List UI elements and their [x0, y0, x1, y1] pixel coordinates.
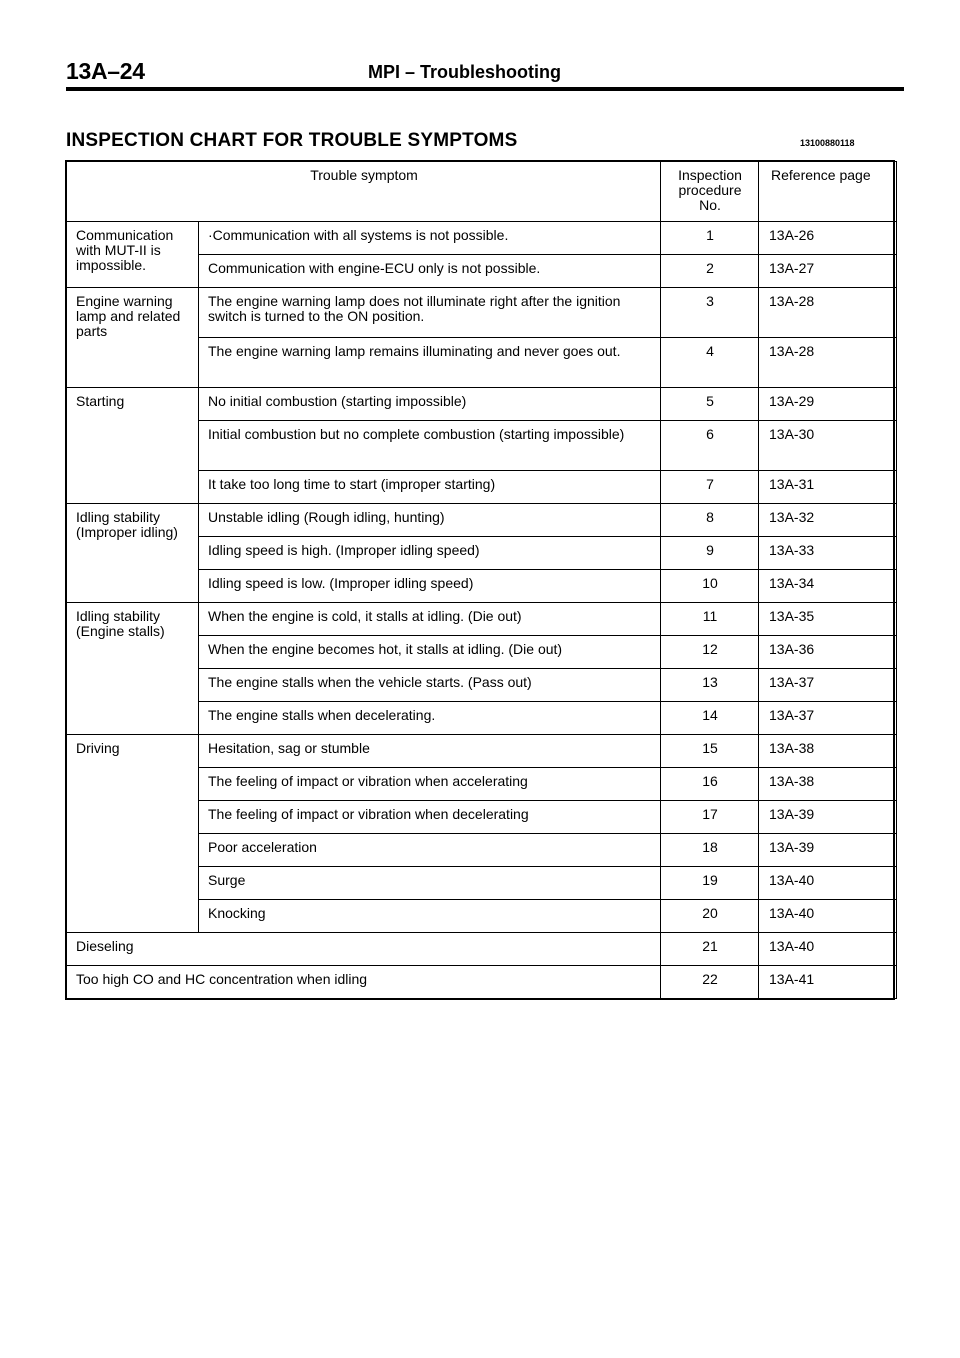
symptom-cell: Knocking	[199, 900, 661, 933]
symptom-cell: Communication with engine-ECU only is not possible.	[199, 255, 661, 288]
blank-page-area	[0, 1010, 960, 1358]
procedure-number-cell: 3	[661, 288, 759, 338]
reference-page-cell: 13A-36	[759, 636, 897, 669]
header-trouble-symptom: Trouble symptom	[67, 162, 661, 222]
symptom-cell: Surge	[199, 867, 661, 900]
table-header-row	[67, 162, 897, 222]
reference-page-cell: 13A-40	[759, 900, 897, 933]
symptom-cell: The engine stalls when decelerating.	[199, 702, 661, 735]
procedure-number-cell: 2	[661, 255, 759, 288]
reference-page-cell: 13A-38	[759, 768, 897, 801]
category-cell: Communication with MUT-II is impossible.	[67, 222, 199, 288]
procedure-number-cell: 8	[661, 504, 759, 537]
header-reference-page: Reference page	[759, 162, 897, 222]
symptom-cell: Idling speed is low. (Improper idling speed)	[199, 570, 661, 603]
procedure-number-cell: 11	[661, 603, 759, 636]
symptom-cell: Initial combustion but no complete combustion (starting impossible)	[199, 421, 661, 471]
reference-page-cell: 13A-40	[759, 867, 897, 900]
symptom-cell: It take too long time to start (improper starting)	[199, 471, 661, 504]
procedure-number-cell: 19	[661, 867, 759, 900]
reference-page-cell: 13A-40	[759, 933, 897, 966]
reference-page-cell: 13A-37	[759, 702, 897, 735]
procedure-number-cell: 1	[661, 222, 759, 255]
category-cell: Idling stability (Improper idling)	[67, 504, 199, 603]
table-row	[67, 288, 897, 338]
document-code: 13100880118	[800, 138, 855, 148]
reference-page-cell: 13A-33	[759, 537, 897, 570]
reference-page-cell: 13A-26	[759, 222, 897, 255]
chart-title: INSPECTION CHART FOR TROUBLE SYMPTOMS	[66, 130, 518, 151]
category-cell: Starting	[67, 388, 199, 504]
trouble-symptom-table	[66, 161, 897, 999]
table-row	[67, 603, 897, 636]
symptom-cell: ·Communication with all systems is not possible.	[199, 222, 661, 255]
symptom-cell: The feeling of impact or vibration when accelerating	[199, 768, 661, 801]
reference-page-cell: 13A-28	[759, 338, 897, 388]
procedure-number-cell: 20	[661, 900, 759, 933]
reference-page-cell: 13A-34	[759, 570, 897, 603]
table-row	[67, 933, 897, 966]
reference-page-cell: 13A-37	[759, 669, 897, 702]
reference-page-cell: 13A-38	[759, 735, 897, 768]
procedure-number-cell: 15	[661, 735, 759, 768]
symptom-cell: Idling speed is high. (Improper idling speed)	[199, 537, 661, 570]
reference-page-cell: 13A-28	[759, 288, 897, 338]
symptom-cell: Poor acceleration	[199, 834, 661, 867]
reference-page-cell: 13A-27	[759, 255, 897, 288]
table-row	[67, 504, 897, 537]
procedure-number-cell: 13	[661, 669, 759, 702]
header-inspection-procedure: Inspection procedure No.	[661, 162, 759, 222]
procedure-number-cell: 18	[661, 834, 759, 867]
page-number: 13A–24	[66, 58, 145, 84]
reference-page-cell: 13A-29	[759, 388, 897, 421]
reference-page-cell: 13A-30	[759, 421, 897, 471]
symptom-cell: Unstable idling (Rough idling, hunting)	[199, 504, 661, 537]
table-row	[67, 735, 897, 768]
reference-page-cell: 13A-31	[759, 471, 897, 504]
procedure-number-cell: 5	[661, 388, 759, 421]
procedure-number-cell: 12	[661, 636, 759, 669]
reference-page-cell: 13A-35	[759, 603, 897, 636]
procedure-number-cell: 17	[661, 801, 759, 834]
procedure-number-cell: 6	[661, 421, 759, 471]
reference-page-cell: 13A-32	[759, 504, 897, 537]
procedure-number-cell: 16	[661, 768, 759, 801]
symptom-cell: Hesitation, sag or stumble	[199, 735, 661, 768]
procedure-number-cell: 4	[661, 338, 759, 388]
section-title: MPI – Troubleshooting	[368, 62, 561, 82]
procedure-number-cell: 10	[661, 570, 759, 603]
symptom-cell: Dieseling	[67, 933, 661, 966]
table-body	[67, 222, 897, 999]
symptom-cell: The engine stalls when the vehicle starts. (Pass out)	[199, 669, 661, 702]
category-cell: Idling stability (Engine stalls)	[67, 603, 199, 735]
reference-page-cell: 13A-41	[759, 966, 897, 999]
symptom-cell: When the engine is cold, it stalls at idling. (Die out)	[199, 603, 661, 636]
symptom-cell: Too high CO and HC concentration when idling	[67, 966, 661, 999]
symptom-cell: When the engine becomes hot, it stalls at idling. (Die out)	[199, 636, 661, 669]
procedure-number-cell: 9	[661, 537, 759, 570]
reference-page-cell: 13A-39	[759, 834, 897, 867]
table-row	[67, 966, 897, 999]
symptom-cell: The engine warning lamp remains illuminating and never goes out.	[199, 338, 661, 388]
table-row	[67, 388, 897, 421]
procedure-number-cell: 7	[661, 471, 759, 504]
reference-page-cell: 13A-39	[759, 801, 897, 834]
symptom-cell: No initial combustion (starting impossible)	[199, 388, 661, 421]
header-rule	[66, 87, 904, 91]
category-cell: Engine warning lamp and related parts	[67, 288, 199, 388]
procedure-number-cell: 14	[661, 702, 759, 735]
symptom-cell: The engine warning lamp does not illuminate right after the ignition switch is turned to the ON position.	[199, 288, 661, 338]
symptom-cell: The feeling of impact or vibration when decelerating	[199, 801, 661, 834]
procedure-number-cell: 21	[661, 933, 759, 966]
category-cell: Driving	[67, 735, 199, 933]
procedure-number-cell: 22	[661, 966, 759, 999]
table-row	[67, 222, 897, 255]
